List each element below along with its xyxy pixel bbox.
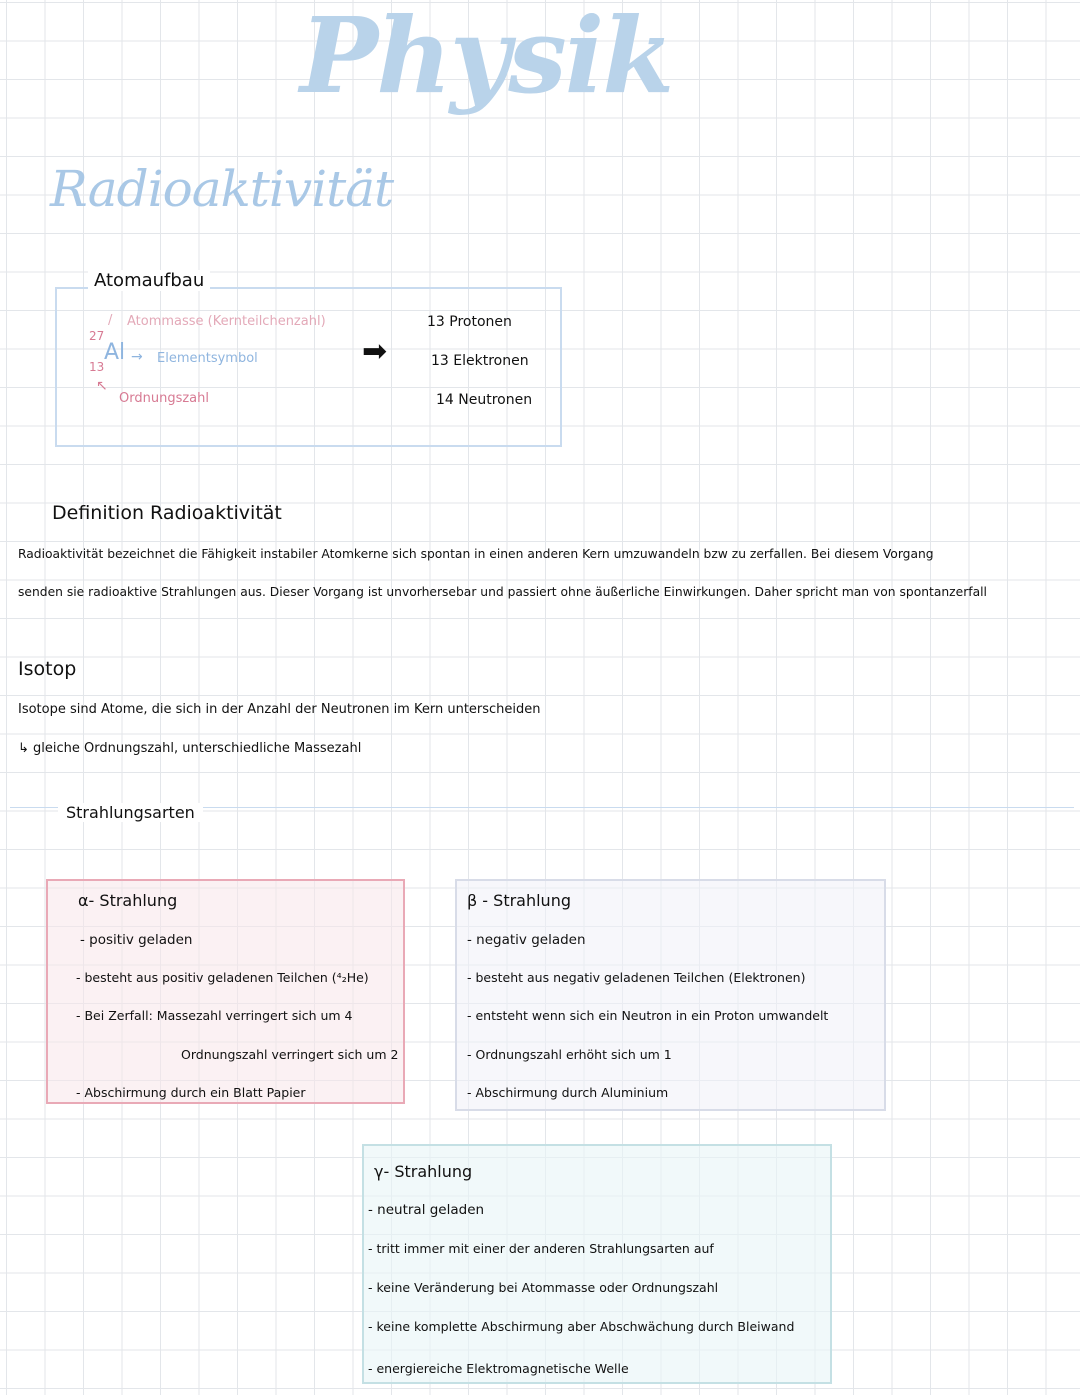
gamma-title: γ- Strahlung [374, 1162, 473, 1181]
alpha-item-3: - Bei Zerfall: Massezahl verringert sich um 4 [76, 1008, 353, 1023]
beta-item-5: - Abschirmung durch Aluminium [467, 1085, 669, 1100]
isotop-line-1: Isotope sind Atome, die sich in der Anzahl der Neutronen im Kern unterscheiden [18, 702, 541, 717]
isotop-heading: Isotop [18, 658, 77, 680]
gamma-item-4: - keine komplette Abschirmung aber Abschwächung durch Bleiwand [368, 1319, 795, 1334]
number-label: Ordnungszahl [119, 391, 209, 406]
alpha-item-2: - besteht aus positiv geladenen Teilchen (⁴₂He) [76, 970, 369, 985]
strahlungsarten-label: Strahlungsarten [58, 803, 203, 822]
alpha-box [46, 879, 405, 1104]
beta-item-1: - negativ geladen [467, 932, 586, 948]
alpha-item-4: Ordnungszahl verringert sich um 2 [181, 1047, 399, 1062]
gamma-item-1: - neutral geladen [368, 1202, 485, 1218]
arrow-right-icon: → [131, 349, 143, 365]
result-electrons: 13 Elektronen [431, 353, 529, 369]
mass-label: Atommasse (Kernteilchenzahl) [127, 314, 326, 329]
result-neutrons: 14 Neutronen [436, 392, 533, 408]
beta-item-3: - entsteht wenn sich ein Neutron in ein Proton umwandelt [467, 1008, 829, 1023]
atomic-number: 13 [89, 360, 105, 374]
symbol-label: Elementsymbol [157, 351, 258, 366]
slash-mark-icon: / [108, 313, 113, 328]
atomaufbau-label: Atomaufbau [88, 270, 210, 291]
alpha-title: α- Strahlung [78, 891, 178, 910]
gamma-box [362, 1144, 832, 1384]
beta-box [455, 879, 886, 1111]
arrow-up-left-icon: ↖ [96, 378, 108, 394]
gamma-item-3: - keine Veränderung bei Atommasse oder Ordnungszahl [368, 1280, 719, 1295]
section-title: Radioaktivität [50, 160, 394, 218]
isotop-line-2: ↳ gleiche Ordnungszahl, unterschiedliche Massezahl [18, 741, 362, 756]
alpha-item-5: - Abschirmung durch ein Blatt Papier [76, 1085, 306, 1100]
definition-heading: Definition Radioaktivität [52, 502, 282, 524]
result-protons: 13 Protonen [427, 314, 512, 330]
mass-number: 27 [89, 329, 105, 343]
bold-arrow-icon: ➡ [362, 334, 388, 369]
definition-line-1: Radioaktivität bezeichnet die Fähigkeit instabiler Atomkerne sich spontan in einen anderen Kern umzuwandeln bzw zu zerfallen. Bei diesem Vorgang [18, 547, 934, 561]
definition-line-2: senden sie radioaktive Strahlungen aus. Dieser Vorgang ist unvorhersebar und passiert ohne äußerliche Einwirkungen. Daher spricht man von spontanzerfall [18, 585, 987, 599]
beta-title: β - Strahlung [467, 891, 571, 910]
gamma-item-2: - tritt immer mit einer der anderen Strahlungsarten auf [368, 1241, 714, 1256]
page-title: Physik [300, 0, 673, 117]
gamma-item-5: - energiereiche Elektromagnetische Welle [368, 1361, 629, 1376]
beta-item-2: - besteht aus negativ geladenen Teilchen (Elektronen) [467, 970, 806, 985]
element-symbol: Al [104, 340, 126, 365]
alpha-item-1: - positiv geladen [80, 932, 193, 948]
beta-item-4: - Ordnungszahl erhöht sich um 1 [467, 1047, 672, 1062]
